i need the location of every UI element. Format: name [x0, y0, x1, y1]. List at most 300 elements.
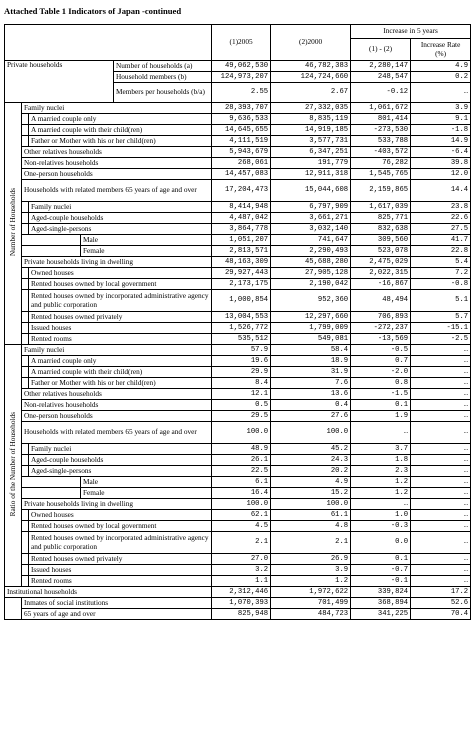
ratio-value-diff: 0.0 — [351, 532, 411, 554]
ratio-value-diff: 1.0 — [351, 510, 411, 521]
row-label: Rented houses owned by incorporated administrative agency and public corporation — [29, 532, 212, 554]
row-label: Rented houses owned by incorporated administrative agency and public corporation — [29, 290, 212, 312]
ratio-value-2000: 18.9 — [271, 356, 351, 367]
table-row — [5, 334, 471, 345]
indent-cell — [22, 235, 81, 246]
number-value-rate: -2.5 — [411, 334, 471, 345]
table-row — [5, 158, 471, 169]
ratio-value-diff: 0.8 — [351, 378, 411, 389]
row-label: A married couple only — [29, 356, 212, 367]
table-row — [5, 103, 471, 114]
ratio-value-rate: … — [411, 378, 471, 389]
ratio-value-diff: … — [351, 422, 411, 444]
indent-cell — [22, 114, 29, 125]
number-value-2000: 3,032,140 — [271, 224, 351, 235]
indent-cell — [22, 279, 29, 290]
ratio-value-rate: … — [411, 389, 471, 400]
table-row — [5, 499, 471, 510]
private-value-2000: 46,782,383 — [271, 61, 351, 72]
number-value-diff: 706,893 — [351, 312, 411, 323]
number-value-2005: 48,163,309 — [212, 257, 271, 268]
table-row — [5, 290, 471, 312]
header-diff: (1) - (2) — [351, 39, 411, 61]
number-value-2005: 14,457,083 — [212, 169, 271, 180]
private-value-rate: … — [411, 83, 471, 103]
row-label: Owned houses — [29, 510, 212, 521]
ratio-value-diff: … — [351, 499, 411, 510]
header-2000: (2)2000 — [271, 25, 351, 61]
indent-cell — [22, 576, 29, 587]
number-value-rate: 22.8 — [411, 246, 471, 257]
row-label: Households with related members 65 years of age and over — [22, 180, 212, 202]
table-title: Attached Table 1 Indicators of Japan -continued — [4, 6, 182, 16]
row-label: Family nuclei — [29, 202, 212, 213]
institutional-value-2005: 825,948 — [212, 609, 271, 620]
number-value-2005: 535,512 — [212, 334, 271, 345]
indent-cell — [22, 444, 29, 455]
ratio-value-2005: 12.1 — [212, 389, 271, 400]
ratio-value-diff: -0.1 — [351, 576, 411, 587]
private-value-diff: -0.12 — [351, 83, 411, 103]
table-row — [5, 147, 471, 158]
institutional-value-2000: 1,972,622 — [271, 587, 351, 598]
row-label: Inmates of social institutions — [22, 598, 212, 609]
row-label: Other relatives households — [22, 389, 212, 400]
indent-cell — [22, 532, 29, 554]
number-value-2000: 14,919,185 — [271, 125, 351, 136]
private-value-2005: 2.55 — [212, 83, 271, 103]
indent-cell — [22, 367, 29, 378]
table-row — [5, 510, 471, 521]
number-value-diff: -273,530 — [351, 125, 411, 136]
number-value-2005: 9,636,533 — [212, 114, 271, 125]
ratio-value-2005: 16.4 — [212, 488, 271, 499]
ratio-value-2005: 62.1 — [212, 510, 271, 521]
indent-cell — [22, 136, 29, 147]
number-value-rate: 22.6 — [411, 213, 471, 224]
ratio-value-diff: 1.2 — [351, 488, 411, 499]
number-value-2000: 1,799,009 — [271, 323, 351, 334]
indent-cell — [22, 224, 29, 235]
ratio-value-diff: 0.1 — [351, 400, 411, 411]
number-value-2005: 3,864,778 — [212, 224, 271, 235]
number-value-diff: 2,475,029 — [351, 257, 411, 268]
table-row — [5, 136, 471, 147]
institutional-value-rate: 17.2 — [411, 587, 471, 598]
institutional-value-diff: 341,225 — [351, 609, 411, 620]
institutional-value-diff: 339,824 — [351, 587, 411, 598]
ratio-value-2000: 58.4 — [271, 345, 351, 356]
ratio-value-diff: 1.8 — [351, 455, 411, 466]
row-label: Male — [81, 477, 212, 488]
row-label: One-person households — [22, 411, 212, 422]
header-rate: Increase Rate (%) — [411, 39, 471, 61]
ratio-value-2000: 0.4 — [271, 400, 351, 411]
number-value-2000: 549,081 — [271, 334, 351, 345]
indent-cell — [22, 268, 29, 279]
indent-cell — [22, 246, 81, 257]
number-value-diff: -16,867 — [351, 279, 411, 290]
ratio-value-rate: … — [411, 466, 471, 477]
row-label: Rented houses owned privately — [29, 554, 212, 565]
ratio-value-2000: 26.9 — [271, 554, 351, 565]
ratio-value-2000: 3.9 — [271, 565, 351, 576]
number-value-2005: 28,393,707 — [212, 103, 271, 114]
table-row — [5, 565, 471, 576]
number-value-2005: 5,943,679 — [212, 147, 271, 158]
ratio-value-rate: … — [411, 521, 471, 532]
row-label: Other relatives households — [22, 147, 212, 158]
ratio-value-2000: 1.2 — [271, 576, 351, 587]
table-row — [5, 576, 471, 587]
table-row — [5, 114, 471, 125]
indent-cell — [22, 378, 29, 389]
number-value-rate: -1.8 — [411, 125, 471, 136]
row-label: Rented houses owned by local government — [29, 521, 212, 532]
number-value-2005: 17,204,473 — [212, 180, 271, 202]
indent-cell — [22, 477, 81, 488]
number-value-diff: 825,771 — [351, 213, 411, 224]
number-value-2005: 14,645,655 — [212, 125, 271, 136]
number-value-2005: 4,487,042 — [212, 213, 271, 224]
ratio-value-2000: 20.2 — [271, 466, 351, 477]
number-value-2000: 2,290,493 — [271, 246, 351, 257]
number-value-rate: 23.8 — [411, 202, 471, 213]
row-label: Family nuclei — [29, 444, 212, 455]
number-value-2000: 3,661,271 — [271, 213, 351, 224]
indent-cell — [5, 598, 22, 620]
row-label: Father or Mother with his or her child(ren) — [29, 136, 212, 147]
header-corner — [5, 25, 212, 61]
row-label: Private households living in dwelling — [22, 257, 212, 268]
row-label: Number of households (a) — [114, 61, 212, 72]
ratio-value-rate: … — [411, 499, 471, 510]
private-value-2005: 49,062,530 — [212, 61, 271, 72]
row-label: Households with related members 65 years of age and over — [22, 422, 212, 444]
number-value-rate: 41.7 — [411, 235, 471, 246]
number-value-2000: 8,835,119 — [271, 114, 351, 125]
header-increase: Increase in 5 years — [351, 25, 471, 39]
row-label: Household members (b) — [114, 72, 212, 83]
private-value-2000: 124,724,660 — [271, 72, 351, 83]
indent-cell — [22, 125, 29, 136]
ratio-value-diff: 3.7 — [351, 444, 411, 455]
ratio-value-rate: … — [411, 422, 471, 444]
ratio-value-2005: 100.0 — [212, 422, 271, 444]
table-row — [5, 312, 471, 323]
table-row — [5, 521, 471, 532]
private-value-rate: 0.2 — [411, 72, 471, 83]
ratio-value-2000: 100.0 — [271, 422, 351, 444]
table-row — [5, 422, 471, 444]
ratio-value-2005: 8.4 — [212, 378, 271, 389]
ratio-value-diff: 1.9 — [351, 411, 411, 422]
ratio-value-rate: … — [411, 477, 471, 488]
number-value-2000: 6,347,251 — [271, 147, 351, 158]
number-value-diff: 533,788 — [351, 136, 411, 147]
number-value-diff: 2,159,865 — [351, 180, 411, 202]
row-label: A married couple only — [29, 114, 212, 125]
row-label: Members per households (b/a) — [114, 83, 212, 103]
number-value-diff: 801,414 — [351, 114, 411, 125]
ratio-value-2005: 48.9 — [212, 444, 271, 455]
ratio-value-2000: 45.2 — [271, 444, 351, 455]
number-value-rate: -6.4 — [411, 147, 471, 158]
ratio-value-2005: 2.1 — [212, 532, 271, 554]
number-value-rate: 3.9 — [411, 103, 471, 114]
table-row — [5, 279, 471, 290]
ratio-value-diff: 0.7 — [351, 356, 411, 367]
table-row — [5, 224, 471, 235]
number-value-2000: 191,779 — [271, 158, 351, 169]
table-row — [5, 411, 471, 422]
row-label: Rented houses owned privately — [29, 312, 212, 323]
indent-cell — [22, 554, 29, 565]
ratio-value-rate: … — [411, 532, 471, 554]
table-row — [5, 587, 471, 598]
ratio-value-rate: … — [411, 554, 471, 565]
indicators-table — [4, 24, 471, 620]
ratio-value-rate: … — [411, 576, 471, 587]
indent-cell — [22, 290, 29, 312]
row-label: Aged-single-persons — [29, 224, 212, 235]
ratio-value-2000: 31.9 — [271, 367, 351, 378]
table-row — [5, 246, 471, 257]
ratio-value-2005: 27.0 — [212, 554, 271, 565]
number-value-2000: 12,911,318 — [271, 169, 351, 180]
row-label: A married couple with their child(ren) — [29, 367, 212, 378]
ratio-value-2000: 2.1 — [271, 532, 351, 554]
table-row — [5, 202, 471, 213]
institutional-value-2000: 484,723 — [271, 609, 351, 620]
ratio-value-rate: … — [411, 400, 471, 411]
row-label: Aged-single-persons — [29, 466, 212, 477]
table-row — [5, 257, 471, 268]
number-value-2005: 268,061 — [212, 158, 271, 169]
ratio-value-2005: 22.5 — [212, 466, 271, 477]
indent-cell — [22, 488, 81, 499]
number-value-2005: 1,051,207 — [212, 235, 271, 246]
number-value-rate: 12.0 — [411, 169, 471, 180]
number-value-2000: 3,577,731 — [271, 136, 351, 147]
number-value-2000: 27,905,128 — [271, 268, 351, 279]
number-value-rate: 7.2 — [411, 268, 471, 279]
header-2005: (1)2005 — [212, 25, 271, 61]
ratio-value-diff: -0.3 — [351, 521, 411, 532]
table-row — [5, 180, 471, 202]
row-label: Owned houses — [29, 268, 212, 279]
table-row — [5, 532, 471, 554]
table-row — [5, 554, 471, 565]
table-row — [5, 61, 471, 72]
row-label: Non-relatives households — [22, 400, 212, 411]
row-label: Female — [81, 488, 212, 499]
ratio-value-2005: 29.9 — [212, 367, 271, 378]
ratio-value-diff: -0.5 — [351, 345, 411, 356]
number-value-diff: 76,282 — [351, 158, 411, 169]
ratio-value-rate: … — [411, 444, 471, 455]
indent-cell — [22, 312, 29, 323]
row-label: Family nuclei — [22, 345, 212, 356]
number-value-rate: 5.1 — [411, 290, 471, 312]
institutional-value-2005: 2,312,446 — [212, 587, 271, 598]
ratio-value-2005: 3.2 — [212, 565, 271, 576]
ratio-value-2005: 0.5 — [212, 400, 271, 411]
number-value-2000: 12,297,660 — [271, 312, 351, 323]
row-label: Male — [81, 235, 212, 246]
table-row — [5, 400, 471, 411]
number-value-diff: 1,545,765 — [351, 169, 411, 180]
ratio-value-2005: 4.5 — [212, 521, 271, 532]
table-row — [5, 444, 471, 455]
number-value-diff: 2,022,315 — [351, 268, 411, 279]
table-row — [5, 598, 471, 609]
number-value-rate: 14.4 — [411, 180, 471, 202]
ratio-value-diff: -0.7 — [351, 565, 411, 576]
number-value-2005: 4,111,519 — [212, 136, 271, 147]
table-row — [5, 356, 471, 367]
indent-cell — [22, 323, 29, 334]
table-row — [5, 235, 471, 246]
private-households-label: Private households — [5, 61, 114, 103]
row-label: A married couple with their child(ren) — [29, 125, 212, 136]
row-label: 65 years of age and over — [22, 609, 212, 620]
number-value-rate: 9.1 — [411, 114, 471, 125]
row-label: Issued houses — [29, 323, 212, 334]
number-value-diff: -13,569 — [351, 334, 411, 345]
table-row — [5, 125, 471, 136]
table-row — [5, 169, 471, 180]
private-value-diff: 248,547 — [351, 72, 411, 83]
number-value-rate: 14.9 — [411, 136, 471, 147]
private-value-diff: 2,280,147 — [351, 61, 411, 72]
number-value-2000: 27,332,035 — [271, 103, 351, 114]
number-value-diff: 523,078 — [351, 246, 411, 257]
ratio-value-diff: 0.1 — [351, 554, 411, 565]
ratio-value-2005: 26.1 — [212, 455, 271, 466]
indent-cell — [22, 466, 29, 477]
ratio-value-rate: … — [411, 356, 471, 367]
ratio-vertical-label: Ratio of the Number of Households — [5, 345, 22, 587]
institutional-value-rate: 52.6 — [411, 598, 471, 609]
number-value-2000: 45,688,280 — [271, 257, 351, 268]
row-label: One-person households — [22, 169, 212, 180]
indent-cell — [22, 521, 29, 532]
ratio-value-2005: 19.6 — [212, 356, 271, 367]
ratio-value-2005: 57.9 — [212, 345, 271, 356]
number-value-rate: -15.1 — [411, 323, 471, 334]
ratio-value-2000: 7.6 — [271, 378, 351, 389]
table-row — [5, 455, 471, 466]
table-row — [5, 345, 471, 356]
number-value-2005: 2,813,571 — [212, 246, 271, 257]
number-value-2005: 1,000,854 — [212, 290, 271, 312]
ratio-value-rate: … — [411, 510, 471, 521]
number-value-rate: -0.8 — [411, 279, 471, 290]
table-row — [5, 389, 471, 400]
ratio-value-2000: 61.1 — [271, 510, 351, 521]
row-label: Rented rooms — [29, 334, 212, 345]
row-label: Non-relatives households — [22, 158, 212, 169]
row-label: Issued houses — [29, 565, 212, 576]
indent-cell — [22, 202, 29, 213]
number-value-2005: 2,173,175 — [212, 279, 271, 290]
indent-cell — [22, 565, 29, 576]
ratio-value-diff: 1.2 — [351, 477, 411, 488]
ratio-value-2005: 1.1 — [212, 576, 271, 587]
table-row — [5, 609, 471, 620]
number-value-rate: 39.8 — [411, 158, 471, 169]
ratio-value-2005: 100.0 — [212, 499, 271, 510]
number-value-rate: 5.7 — [411, 312, 471, 323]
indent-cell — [22, 455, 29, 466]
table-row — [5, 367, 471, 378]
table-row — [5, 213, 471, 224]
row-label: Father or Mother with his or her child(ren) — [29, 378, 212, 389]
number-value-diff: 48,494 — [351, 290, 411, 312]
number-value-2005: 8,414,948 — [212, 202, 271, 213]
table-row — [5, 323, 471, 334]
ratio-value-rate: … — [411, 488, 471, 499]
indent-cell — [22, 356, 29, 367]
number-value-rate: 27.5 — [411, 224, 471, 235]
number-value-2000: 2,190,042 — [271, 279, 351, 290]
table-row — [5, 378, 471, 389]
ratio-value-diff: -1.5 — [351, 389, 411, 400]
ratio-value-rate: … — [411, 367, 471, 378]
institutional-households-label: Institutional households — [5, 587, 212, 598]
table-row — [5, 488, 471, 499]
indent-cell — [22, 213, 29, 224]
number-value-2000: 6,797,909 — [271, 202, 351, 213]
row-label: Family nuclei — [22, 103, 212, 114]
number-value-2000: 15,044,608 — [271, 180, 351, 202]
number-value-2005: 29,927,443 — [212, 268, 271, 279]
institutional-value-rate: 70.4 — [411, 609, 471, 620]
ratio-value-2005: 29.5 — [212, 411, 271, 422]
number-value-diff: 832,638 — [351, 224, 411, 235]
institutional-value-2005: 1,070,393 — [212, 598, 271, 609]
row-label: Rented rooms — [29, 576, 212, 587]
ratio-value-diff: -2.0 — [351, 367, 411, 378]
institutional-value-2000: 701,499 — [271, 598, 351, 609]
ratio-value-rate: … — [411, 565, 471, 576]
ratio-value-rate: … — [411, 345, 471, 356]
ratio-value-2005: 6.1 — [212, 477, 271, 488]
indent-cell — [22, 334, 29, 345]
number-value-diff: 1,617,039 — [351, 202, 411, 213]
number-value-2000: 952,360 — [271, 290, 351, 312]
row-label: Aged-couple households — [29, 455, 212, 466]
number-value-diff: 1,061,672 — [351, 103, 411, 114]
private-value-rate: 4.9 — [411, 61, 471, 72]
number-value-rate: 5.4 — [411, 257, 471, 268]
ratio-value-2000: 13.6 — [271, 389, 351, 400]
number-value-diff: -272,237 — [351, 323, 411, 334]
ratio-value-2000: 4.8 — [271, 521, 351, 532]
ratio-value-2000: 24.3 — [271, 455, 351, 466]
row-label: Private households living in dwelling — [22, 499, 212, 510]
number-value-diff: -403,572 — [351, 147, 411, 158]
table-row — [5, 466, 471, 477]
institutional-value-diff: 368,894 — [351, 598, 411, 609]
ratio-value-2000: 100.0 — [271, 499, 351, 510]
ratio-value-rate: … — [411, 455, 471, 466]
row-label: Female — [81, 246, 212, 257]
private-value-2000: 2.67 — [271, 83, 351, 103]
row-label: Aged-couple households — [29, 213, 212, 224]
private-value-2005: 124,973,207 — [212, 72, 271, 83]
